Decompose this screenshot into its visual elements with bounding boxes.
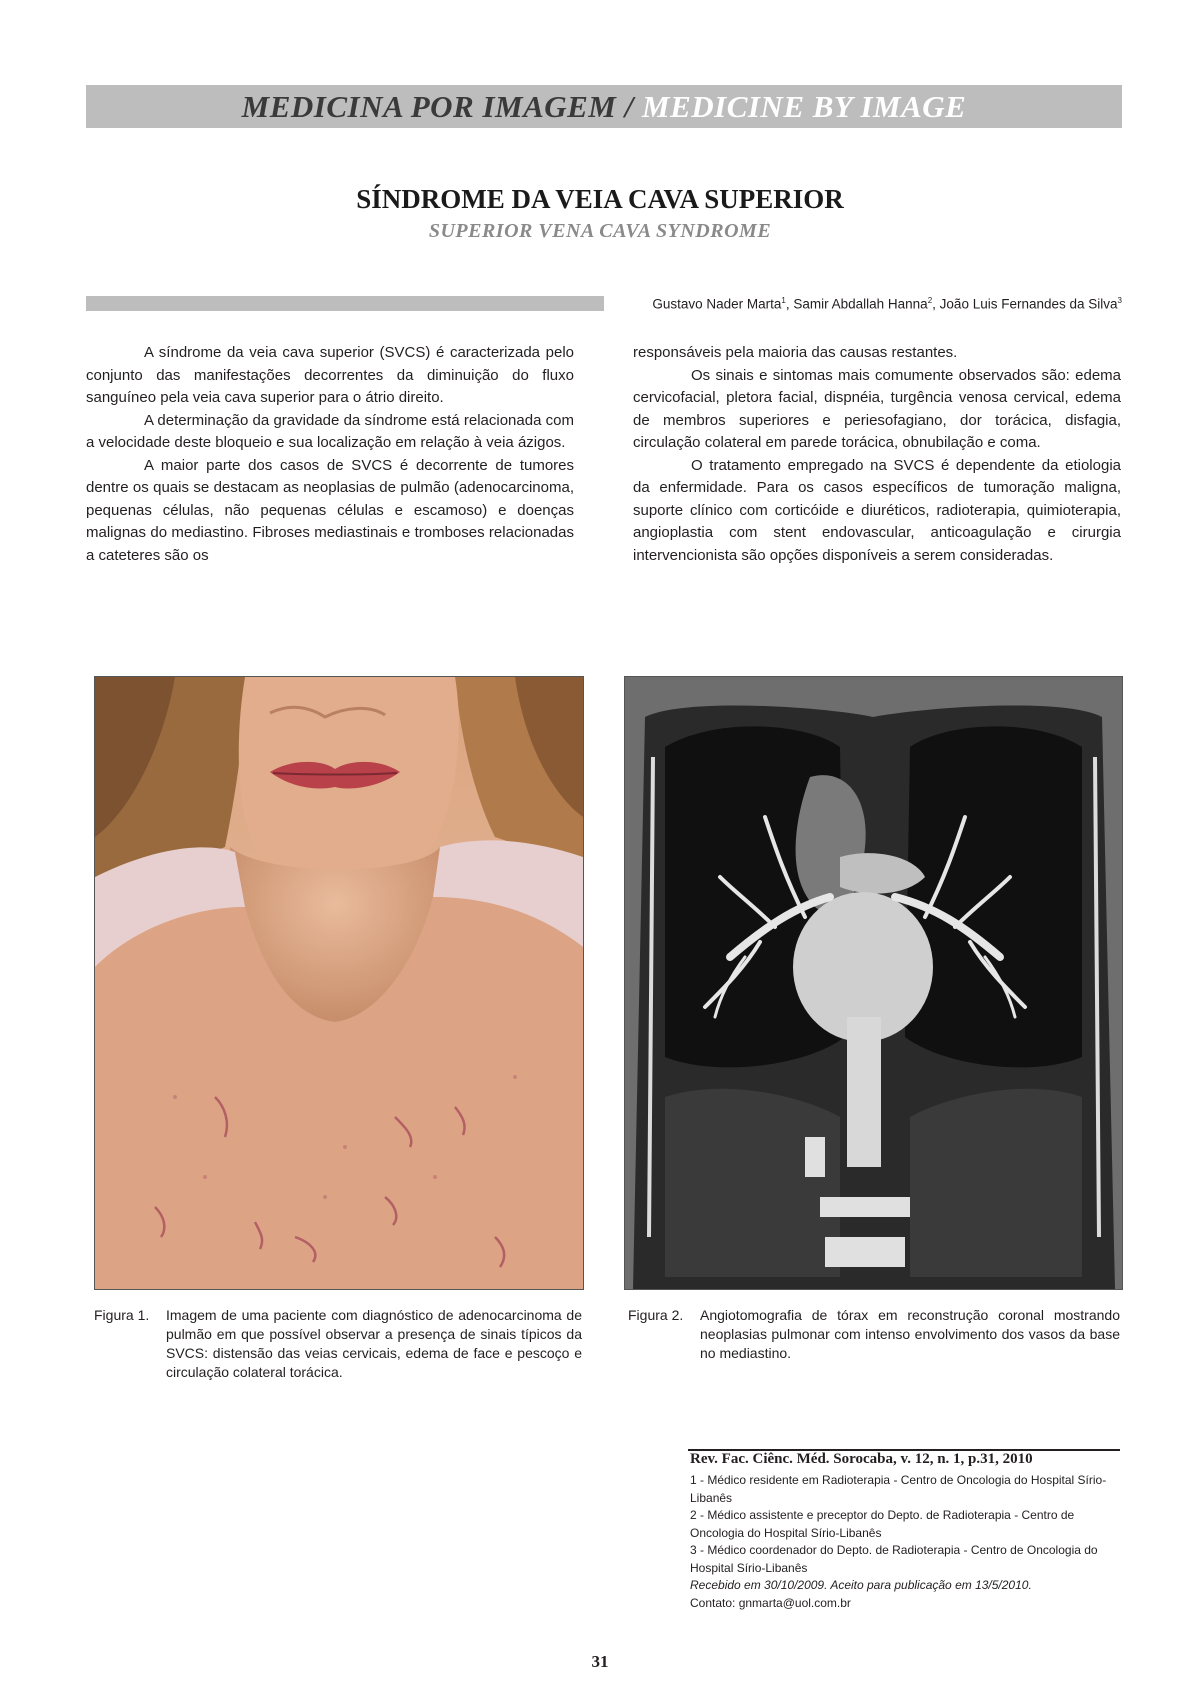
section-title-pt: MEDICINA POR IMAGEM / — [241, 89, 634, 124]
body-paragraph: A determinação da gravidade da síndrome está relacionada com a velocidade deste bloqueio e sua localização em relação à veia ázigos. — [86, 411, 574, 451]
figure-1-caption-text: Imagem de uma paciente com diagnóstico de adenocarcinoma de pulmão em que possível observar a presença de sinais típicos da SVCS: distensão das veias cervicais, edema de face e pescoço e circulação colateral torácica. — [166, 1307, 582, 1380]
article-title: SÍNDROME DA VEIA CAVA SUPERIOR — [356, 184, 844, 214]
figure-2-label: Figura 2. — [628, 1307, 684, 1323]
author-bar — [86, 296, 604, 311]
body-column-right — [633, 342, 1121, 567]
affiliation-note: 1 - Médico residente em Radioterapia - Centro de Oncologia do Hospital Sírio-Libanês — [690, 1473, 1107, 1505]
body-paragraph: A síndrome da veia cava superior (SVCS) é caracterizada pelo conjunto das manifestações decorrentes da diminuição do fluxo sanguíneo pela veia cava superior para o átrio direito. — [86, 344, 574, 406]
figure-2-caption — [628, 1306, 1120, 1363]
page-number: 31 — [591, 1652, 609, 1671]
affiliation-note: 2 - Médico assistente e preceptor do Depto. de Radioterapia - Centro de Oncologia do Hospital Sírio-Libanês — [690, 1508, 1075, 1540]
author-list: Gustavo Nader Marta$^1$, Samir Abdallah Hanna$^2$, João Luis Fernandes da Silva$^3$ — [652, 296, 1122, 312]
received-date: Recebido em 30/10/2009. Aceito para publicação em 13/5/2010. — [690, 1578, 1032, 1592]
author-affil: 1 — [781, 296, 786, 305]
figure-2-caption-text: Angiotomografia de tórax em reconstrução coronal mostrando neoplasias pulmonar com intenso envolvimento dos vasos da base no mediastino. — [700, 1307, 1120, 1361]
section-title — [86, 89, 1122, 125]
figure-1-label: Figura 1. — [94, 1307, 150, 1323]
body-paragraph: O tratamento empregado na SVCS é dependente da etiologia da enfermidade. Para os casos específicos de tumoração maligna, suporte clínico com corticóide e diuréticos, radioterapia, quimioterapia, angioplastia com stent endovascular, anticoagulação e cirurgia intervencionista são opções disponíveis a serem consideradas. — [633, 456, 1121, 564]
author-affil: 3 — [1117, 296, 1122, 305]
affiliation-notes — [690, 1472, 1120, 1612]
author-name: Gustavo Nader Marta — [652, 296, 782, 312]
section-title-en: MEDICINE BY IMAGE — [633, 89, 967, 124]
body-paragraph: Os sinais e sintomas mais comumente observados são: edema cervicofacial, pletora facial, dispnéia, turgência venosa cervical, edema de membros superiores e periesofagiano, dor torácica, disfagia, circulação colateral em parede torácica, obnubilação e coma. — [633, 366, 1121, 451]
body-paragraph: responsáveis pela maioria das causas restantes. — [633, 344, 958, 361]
journal-citation: Rev. Fac. Ciênc. Méd. Sorocaba, v. 12, n. 1, p.31, 2010 — [690, 1451, 1033, 1467]
body-column-left — [86, 342, 574, 567]
author-name: João Luis Fernandes da Silva — [939, 296, 1118, 312]
author-name: Samir Abdallah Hanna — [793, 296, 928, 312]
figure-2-ct-scan — [624, 676, 1123, 1290]
body-paragraph: A maior parte dos casos de SVCS é decorrente de tumores dentre os quais se destacam as neoplasias de pulmão (adenocarcinoma, pequenas células, não pequenas células e escamoso) e doenças malignas do mediastino. Fibroses mediastinais e tromboses relacionadas a cateteres são os — [86, 456, 574, 564]
contact-email: Contato: gnmarta@uol.com.br — [690, 1595, 851, 1610]
article-subtitle: SUPERIOR VENA CAVA SYNDROME — [428, 220, 772, 242]
figure-1-caption — [94, 1306, 582, 1382]
affiliation-note: 3 - Médico coordenador do Depto. de Radioterapia - Centro de Oncologia do Hospital Sírio-Libanês — [690, 1543, 1098, 1575]
figure-1-photo — [94, 676, 584, 1290]
section-banner — [86, 85, 1122, 128]
author-affil: 2 — [927, 296, 933, 305]
